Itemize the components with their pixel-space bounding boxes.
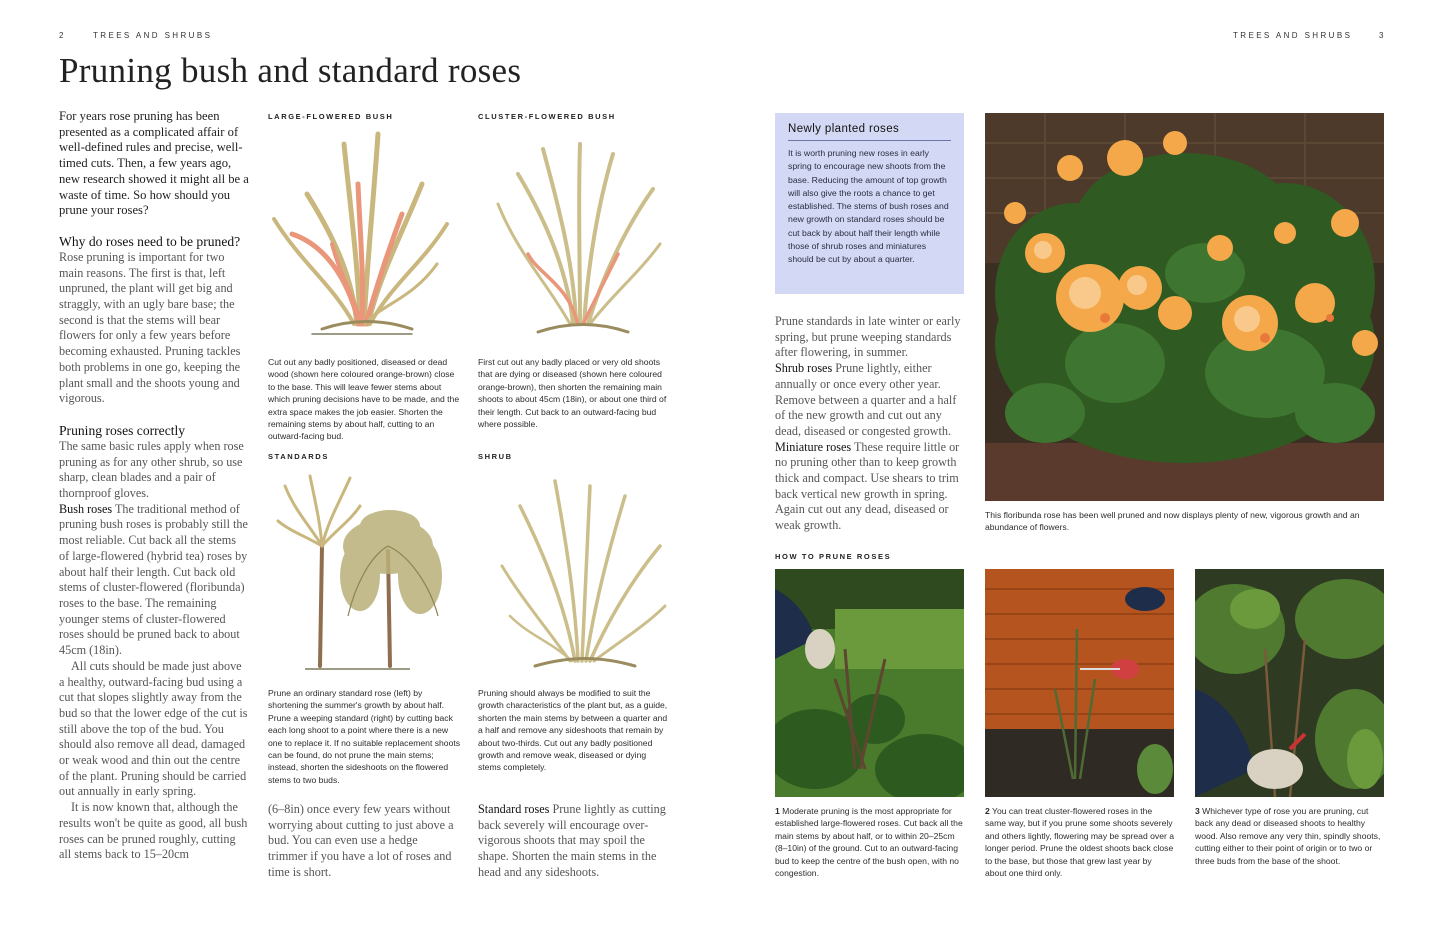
step-3-caption — [1195, 805, 1384, 867]
main-photo-caption: This floribunda rose has been well pruned and now displays plenty of new, vigorous growth and an abundance of flowers. — [985, 510, 1360, 533]
bush-roses-text: The traditional method of pruning bush roses is probably still the most reliable. Cut back all the stems of large-flowered (hybrid tea) roses by about half their length. Cut back old stems of cluster-flowered (floribunda) roses to the base. The remaining younger stems of cluster-flowered roses should be pruned back to about 45cm (18in). — [59, 501, 248, 658]
miniature-roses-paragraph — [775, 440, 967, 534]
cluster-flowered-bush-illustration — [488, 124, 668, 346]
shrub-roses-paragraph — [775, 361, 967, 440]
page-number-left: 2 — [59, 31, 66, 40]
step-3-photo — [1195, 569, 1384, 797]
step-2-text: You can treat cluster-flowered roses in the same way, but if you prune some shoots severely and others lightly, flowering may be spread over a longer period. Prune the oldest shoots back close to the base, but those that grew last year by about one third only. — [985, 806, 1175, 879]
running-head-right: TREES AND SHRUBS — [1233, 31, 1353, 40]
illustration-label-large-flowered: LARGE-FLOWERED BUSH — [268, 112, 394, 121]
standard-roses-paragraph — [478, 802, 668, 881]
intro-text: For years rose pruning has been presented as a complicated affair of well-defined rules and precise, well-timed cuts. Then, a few years ago, new research showed it might all be a waste of time. So how should you prune your roses? — [59, 109, 249, 218]
step-1-number: 1 — [775, 806, 780, 816]
shrub-roses-label: Shrub roses — [775, 361, 833, 376]
standard-roses-label: Standard roses — [478, 802, 550, 816]
step-3-text: Whichever type of rose you are pruning, cut back any dead or diseased shoots to healthy wood. Also remove any very thin, spindly shoots, cutting either to their point of origin or to two or three buds from the base of the shoot. — [1195, 806, 1381, 866]
column-1 — [59, 109, 249, 863]
bush-roses-paragraph — [59, 502, 249, 659]
panel-text: It is worth pruning new roses in early spring to encourage new shoots from the base. Reducing the amount of top growth will also give the roots a chance to get established. The stems of bush roses and new growth on standard roses should be cut back by about half their length while those of shrub roses and miniatures should be cut by about a quarter. — [788, 148, 949, 265]
miniature-roses-label: Miniature roses — [775, 439, 852, 454]
illustration-label-standards: STANDARDS — [268, 452, 329, 461]
page-number-right: 3 — [1379, 31, 1386, 40]
panel-title: Newly planted roses — [788, 123, 951, 141]
running-head-left: TREES AND SHRUBS — [93, 31, 213, 40]
shrub-roses-text: Prune lightly, either annually or once every other year. Remove between a quarter and a half of the new growth and cut out any dead, diseased or congested growth. — [775, 361, 957, 438]
steps-label: HOW TO PRUNE ROSES — [775, 552, 892, 561]
step-1-photo — [775, 569, 964, 797]
step-2-number: 2 — [985, 806, 990, 816]
caption-large-flowered: Cut out any badly positioned, diseased or dead wood (shown here coloured orange-brown) close to the base. This will leave fewer stems about which pruning decisions have to be made, and the extra space makes the job easier. Shorten the remaining stems by about half, cutting to an outward-facing bud. — [268, 357, 460, 442]
step-3-number: 3 — [1195, 806, 1200, 816]
step-2-caption — [985, 805, 1174, 879]
column-2-text: (6–8in) once every few years without worrying about cutting to just above a bud. You can even use a hedge trimmer if you have a lot of roses and time is short. — [268, 802, 454, 879]
caption-cluster-flowered: First cut out any badly placed or very old shoots that are dying or diseased (shown here coloured orange-brown), then shorten the remaining main shoots to about 45cm (18in), or about one third of their length. Cut back to an outward-facing bud where possible. — [478, 357, 667, 430]
caption-standards: Prune an ordinary standard rose (left) by shortening the summer's growth by about half. Prune a weeping standard (right) by cutting back each long shoot to a point where there is a new one to replace it. If no suitable replacement shoots can be found, do not prune the main stems; instead, shorten the sideshoots on the flowered stems to two buds. — [268, 688, 461, 785]
newly-planted-panel — [775, 113, 964, 294]
standards-illustration — [270, 466, 465, 676]
step-1-caption — [775, 805, 964, 879]
right-body-text — [775, 314, 967, 534]
correctly-heading: Pruning roses correctly — [59, 422, 186, 438]
shrub-illustration — [490, 466, 670, 676]
large-flowered-bush-illustration — [262, 124, 462, 346]
page-title: Pruning bush and standard roses — [59, 51, 522, 90]
standard-roses-text: Prune lightly as cutting back severely will encourage over-vigorous shoots that may spoil the shape. Shorten the main stems in the head and any sideshoots. — [478, 802, 666, 879]
cuts-text: All cuts should be made just above a healthy, outward-facing bud using a cut that slopes slightly away from the bud so that the lower edge of the cut is still above the top of the bud. You should also remove all dead, damaged or weak wood and thin out the centre of the plant. Pruning should be carried out annually in early spring. — [59, 658, 248, 799]
known-text: It is now known that, although the results won't be quite as good, all bush roses can be pruned roughly, cutting all stems back to 15–20cm — [59, 800, 248, 862]
miniature-roses-text: These require little or no pruning other than to keep growth thick and compact. Use shears to trim back vertical new growth in spring. Again cut out any dead, diseased or weak growth. — [775, 439, 960, 533]
why-text: Rose pruning is important for two main reasons. The first is that, left unpruned, the plant will get big and straggly, with an ugly bare base; the second is that the stems will bear flowers for only a few years before becoming exhausted. Pruning tackles both problems in one go, keeping the plant small and the shoots young and vigorous. — [59, 249, 241, 406]
bush-roses-label: Bush roses — [59, 501, 113, 516]
floribunda-rose-photo — [985, 113, 1384, 501]
illustration-label-cluster-flowered: CLUSTER-FLOWERED BUSH — [478, 112, 616, 121]
illustration-label-shrub: SHRUB — [478, 452, 513, 461]
step-1-text: Moderate pruning is the most appropriate for established large-flowered roses. Cut back all the main stems by about half, or to within 20–25cm (8–10in) of the ground. Cut to an outward-facing bud to keep the centre of the bush open, with no congestion. — [775, 806, 963, 879]
caption-shrub: Pruning should always be modified to suit the growth characteristics of the plant but, as a guide, shorten the main stems by between a quarter and a half and remove any sideshoots that remain by about two-thirds. Cut out any badly positioned growth and remove weak, diseased or dying stems completely. — [478, 688, 668, 773]
correctly-text: The same basic rules apply when rose pruning as for any other shrub, so use sharp, clean blades and a pair of thornproof gloves. — [59, 438, 244, 501]
standards-text: Prune standards in late winter or early spring, but prune weeping standards after flowering, in summer. — [775, 314, 961, 360]
why-heading: Why do roses need to be pruned? — [59, 233, 241, 249]
step-2-photo — [985, 569, 1174, 797]
